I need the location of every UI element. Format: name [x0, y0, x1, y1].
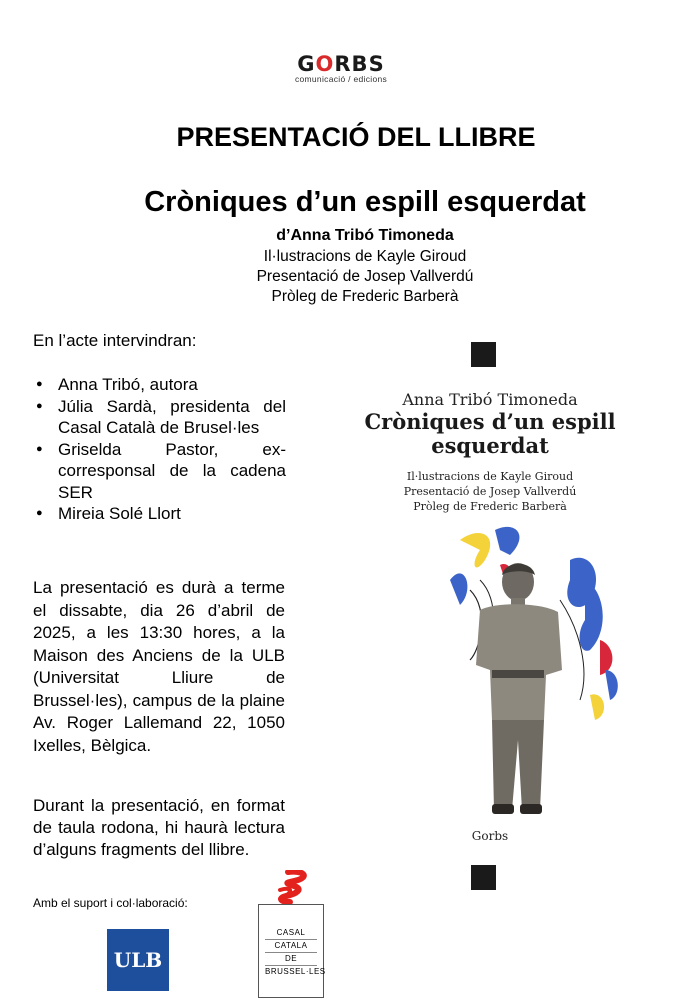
list-item: ● Anna Tribó, autora [58, 374, 286, 396]
author-line: d’Anna Tribó Timoneda [276, 227, 454, 244]
cover-top-square [471, 342, 496, 367]
casal-line: BRUSSEL·LES [265, 967, 326, 976]
casal-catala-logo [258, 870, 324, 998]
cover-illustration [440, 520, 640, 820]
prologue-credit: Pròleg de Frederic Barberà [271, 288, 459, 305]
format-note: Durant la presentació, en format de taula rodona, hi haurà lectura d’alguns fragments del llibre. [33, 796, 285, 859]
list-item: ● Mireia Solé Llort [58, 503, 286, 525]
cover-author: Anna Tribó Timoneda [402, 390, 578, 409]
publisher-logo [0, 52, 682, 84]
casal-line: CASAL [265, 927, 317, 940]
speakers-list [58, 374, 286, 525]
cover-title-line: esquerdat [431, 433, 549, 458]
publisher-name: GORBS [297, 52, 385, 76]
presentation-credit: Presentació de Josep Vallverdú [256, 268, 474, 285]
support-label: Amb el suport i col·laboració: [33, 896, 188, 910]
document-title: PRESENTACIÓ DEL LLIBRE [176, 122, 536, 152]
cover-title-line: Cròniques d’un espill [364, 409, 616, 434]
cover-credit: Pròleg de Frederic Barberà [413, 500, 567, 513]
publisher-subtitle: comunicació / edicions [294, 74, 388, 84]
casal-line: CATALA [265, 940, 317, 953]
speakers-intro: En l’acte intervindran: [33, 331, 197, 350]
cover-bottom-square [471, 865, 496, 890]
illustrations-credit: Il·lustracions de Kayle Giroud [263, 248, 467, 265]
list-item: ● Griselda Pastor, ex-corresponsal de la cadena SER [58, 439, 286, 504]
book-title: Cròniques d’un espill esquerdat [144, 186, 586, 218]
event-details: La presentació es durà a terme el dissabte, dia 26 d’abril de 2025, a les 13:30 hores, a la Maison des Anciens de la ULB (Universitat Lliure de Brussel·les), campus de la plaine Av. Roger Lallemand 22, 1050 Ixelles, Bèlgica. [33, 578, 285, 755]
list-item: ● Júlia Sardà, presidenta del Casal Català de Brusel·les [58, 396, 286, 439]
ulb-logo: ULB [107, 929, 169, 991]
casal-line: DE [265, 953, 317, 966]
cover-publisher: Gorbs [471, 829, 509, 843]
cover-credit: Il·lustracions de Kayle Giroud [406, 470, 574, 483]
cover-credit: Presentació de Josep Vallverdú [403, 485, 577, 498]
book-cover [340, 340, 640, 900]
casal-name-box [258, 904, 324, 998]
cover-title [340, 410, 640, 458]
